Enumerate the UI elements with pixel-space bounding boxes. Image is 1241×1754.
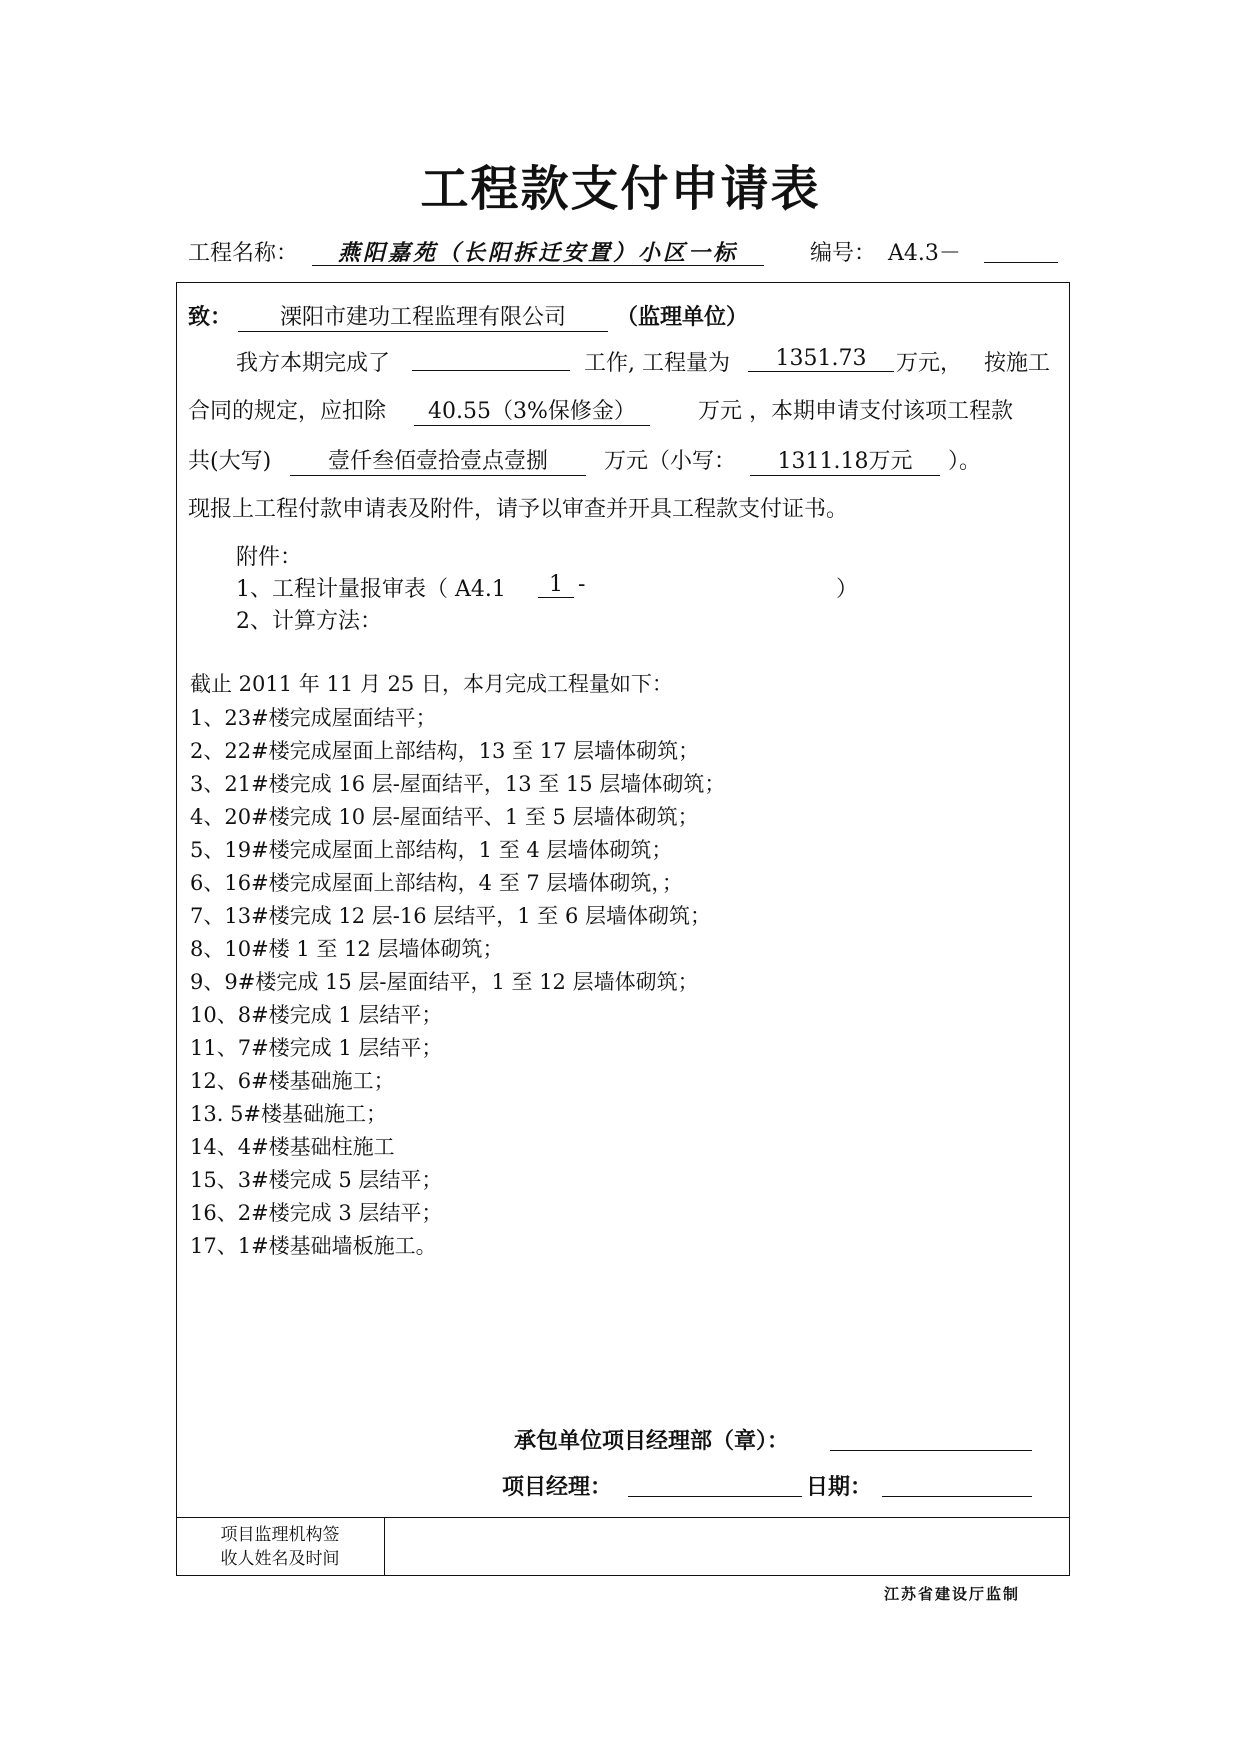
work-blank[interactable] bbox=[412, 346, 570, 371]
list-item: 13. 5#楼基础施工； bbox=[190, 1102, 388, 1126]
date-label: 日期： bbox=[806, 1475, 873, 1500]
amount-in-figures: 1311.18万元 bbox=[750, 444, 940, 476]
project-name: 燕阳嘉苑（长阳拆迁安置）小区一标 bbox=[312, 236, 764, 266]
list-item: 1、23#楼完成屋面结平； bbox=[190, 706, 437, 730]
body-line1-c: 万元， bbox=[896, 351, 963, 376]
body-line4: 现报上工程付款申请表及附件，请予以审查并开具工程款支付证书。 bbox=[188, 497, 849, 522]
body-line1-d: 按施工 bbox=[984, 351, 1051, 376]
receipt-signature-field[interactable] bbox=[386, 1518, 1068, 1575]
body-line2-a: 合同的规定，应扣除 bbox=[188, 399, 387, 424]
body-line2-b: 万元 ，本期申请支付该项工程款 bbox=[698, 399, 1013, 424]
attachment-item1-end: ） bbox=[836, 577, 859, 602]
amount-in-words: 壹仟叁佰壹拾壹点壹捌 bbox=[290, 444, 586, 476]
body-line1-a: 我方本期完成了 bbox=[236, 351, 391, 376]
number-value: A4.3－ bbox=[888, 241, 961, 266]
issuer-note: 江苏省建设厅监制 bbox=[884, 1585, 1021, 1603]
body-line3-c: ）。 bbox=[948, 449, 982, 474]
list-item: 6、16#楼完成屋面上部结构，4 至 7 层墙体砌筑，； bbox=[190, 871, 683, 895]
deduction-amount: 40.55（3%保修金） bbox=[414, 394, 650, 426]
receipt-label bbox=[176, 1518, 385, 1575]
body-line3-b: 万元（小写： bbox=[604, 449, 737, 474]
attachments-label: 附件： bbox=[236, 545, 303, 570]
list-item: 3、21#楼完成 16 层-屋面结平，13 至 15 层墙体砌筑； bbox=[190, 772, 726, 796]
number-blank[interactable] bbox=[984, 236, 1058, 263]
receipt-label-line1: 项目监理机构签 bbox=[220, 1525, 340, 1545]
progress-intro: 截止 2011 年 11 月 25 日，本月完成工程量如下： bbox=[190, 672, 673, 696]
list-item: 11、7#楼完成 1 层结平； bbox=[190, 1036, 443, 1060]
attachment-item1-num: 1 bbox=[538, 572, 574, 598]
header-line bbox=[188, 236, 1058, 266]
list-item: 16、2#楼完成 3 层结平； bbox=[190, 1201, 443, 1225]
attachment-item1-a: 1、工程计量报审表（ A4.1 bbox=[236, 577, 506, 602]
supervisor-unit-label: （监理单位） bbox=[616, 305, 749, 330]
attachment-item2: 2、计算方法： bbox=[236, 609, 382, 634]
attachment-item1-b: - bbox=[578, 572, 586, 597]
supervisor-company: 溧阳市建功工程监理有限公司 bbox=[238, 300, 608, 332]
contractor-seal-blank[interactable] bbox=[830, 1426, 1032, 1451]
date-blank[interactable] bbox=[882, 1472, 1032, 1497]
list-item: 5、19#楼完成屋面上部结构，1 至 4 层墙体砌筑； bbox=[190, 838, 673, 862]
project-label: 工程名称： bbox=[188, 241, 299, 266]
amount-total: 1351.73 bbox=[748, 346, 894, 372]
project-manager-blank[interactable] bbox=[628, 1472, 802, 1497]
receipt-label-line2: 收人姓名及时间 bbox=[220, 1549, 340, 1569]
list-item: 14、4#楼基础柱施工 bbox=[190, 1135, 395, 1159]
body-line3-a: 共(大写) bbox=[188, 449, 272, 474]
list-item: 15、3#楼完成 5 层结平； bbox=[190, 1168, 443, 1192]
list-item: 10、8#楼完成 1 层结平； bbox=[190, 1003, 443, 1027]
contractor-seal-label: 承包单位项目经理部（章）： bbox=[514, 1429, 790, 1454]
list-item: 4、20#楼完成 10 层-屋面结平、1 至 5 层墙体砌筑； bbox=[190, 805, 699, 829]
to-label: 致： bbox=[188, 305, 233, 330]
project-manager-label: 项目经理： bbox=[502, 1475, 613, 1500]
list-item: 8、10#楼 1 至 12 层墙体砌筑； bbox=[190, 937, 504, 961]
number-label: 编号： bbox=[810, 241, 877, 266]
list-item: 7、13#楼完成 12 层-16 层结平，1 至 6 层墙体砌筑； bbox=[190, 904, 711, 928]
page-title: 工程款支付申请表 bbox=[420, 161, 821, 217]
receipt-row bbox=[176, 1517, 1070, 1576]
list-item: 12、6#楼基础施工； bbox=[190, 1069, 395, 1093]
list-item: 9、9#楼完成 15 层-屋面结平，1 至 12 层墙体砌筑； bbox=[190, 970, 699, 994]
list-item: 17、1#楼基础墙板施工。 bbox=[190, 1234, 437, 1258]
list-item: 2、22#楼完成屋面上部结构，13 至 17 层墙体砌筑； bbox=[190, 739, 700, 763]
body-line1-b: 工作, 工程量为 bbox=[584, 351, 730, 376]
